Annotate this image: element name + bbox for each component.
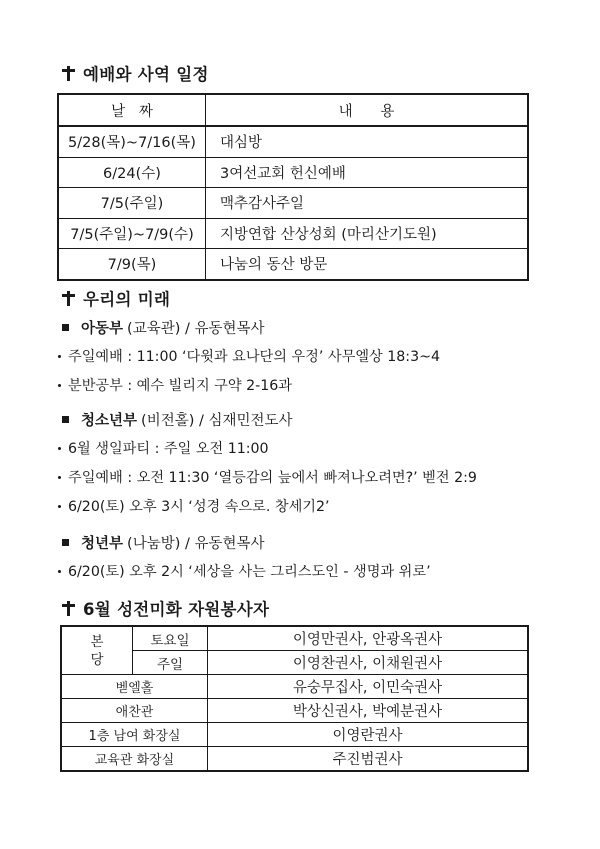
place-label: 1층 남여 화장실 — [61, 723, 208, 747]
dot-bullet-icon — [58, 447, 61, 450]
cross-icon — [62, 290, 75, 306]
group-heading-children — [60, 317, 265, 338]
volunteer-row — [61, 626, 528, 651]
cross-icon — [62, 600, 75, 616]
schedule-table — [57, 93, 529, 281]
schedule-row — [58, 188, 528, 219]
schedule-content: 3여선교회 헌신예배 — [206, 157, 529, 188]
place-label: 벧엘홀 — [61, 675, 208, 699]
schedule-content: 지방연합 산상성회 (마리산기도원) — [206, 218, 529, 249]
dot-bullet-icon — [58, 476, 61, 479]
group-detail: (비전홀) / 심재민전도사 — [141, 413, 293, 429]
schedule-row — [58, 126, 528, 157]
dot-bullet-icon — [58, 355, 61, 358]
list-item-text: 주일예배 : 오전 11:30 ‘열등감의 늪에서 빠져나오려면?’ 벧전 2:9 — [68, 470, 477, 486]
list-item-text: 6월 생일파티 : 주일 오전 11:00 — [68, 441, 269, 457]
schedule-date: 7/5(주일) — [58, 188, 206, 219]
volunteer-names: 유숭무집사, 이민숙권사 — [208, 675, 529, 699]
main-hall-label: 본 당 — [61, 626, 133, 675]
schedule-title-text: 예배와 사역 일정 — [83, 65, 209, 84]
group-detail: (나눔방) / 유동현목사 — [127, 536, 265, 552]
dot-bullet-icon — [58, 570, 61, 573]
schedule-row — [58, 218, 528, 249]
volunteer-names: 이영란권사 — [208, 723, 529, 747]
group-heading-youth — [60, 409, 293, 430]
dot-bullet-icon — [58, 384, 61, 387]
group-detail: (교육관) / 유동현목사 — [127, 321, 265, 337]
volunteers-table — [60, 625, 529, 772]
schedule-content: 나눔의 동산 방문 — [206, 249, 529, 280]
list-item — [57, 375, 292, 395]
schedule-row — [58, 249, 528, 280]
volunteer-row — [61, 699, 528, 723]
future-section-title — [62, 286, 170, 310]
volunteer-names: 이영찬권사, 이채원권사 — [208, 651, 529, 675]
list-item — [57, 438, 269, 458]
place-label: 애찬관 — [61, 699, 208, 723]
volunteer-names: 이영만권사, 안광옥권사 — [208, 626, 529, 651]
list-item-text: 주일예배 : 11:00 ‘다윗과 요나단의 우정’ 사무엘상 18:3~4 — [68, 349, 441, 365]
group-name: 청소년부 — [81, 413, 138, 429]
square-bullet-icon — [62, 324, 69, 331]
list-item-text: 분반공부 : 예수 빌리지 구약 2-16과 — [68, 378, 292, 394]
schedule-date: 7/5(주일)~7/9(수) — [58, 218, 206, 249]
volunteer-row — [61, 675, 528, 699]
volunteers-section-title — [62, 596, 269, 620]
list-item-text: 6/20(토) 오후 3시 ‘성경 속으로. 창세기2’ — [68, 499, 330, 515]
future-title-text: 우리의 미래 — [83, 290, 171, 309]
square-bullet-icon — [62, 416, 69, 423]
group-name: 청년부 — [81, 536, 124, 552]
list-item-text: 6/20(토) 오후 2시 ‘세상을 사는 그리스도인 - 생명과 위로’ — [68, 564, 431, 580]
square-bullet-icon — [62, 539, 69, 546]
volunteer-row — [61, 747, 528, 772]
list-item — [57, 561, 431, 581]
schedule-section-title — [62, 61, 209, 85]
list-item — [57, 496, 330, 516]
schedule-row — [58, 157, 528, 188]
group-heading-young-adults — [60, 532, 265, 553]
volunteer-names: 주진범권사 — [208, 747, 529, 772]
volunteer-row — [61, 723, 528, 747]
cross-icon — [62, 65, 75, 81]
place-label: 교육관 화장실 — [61, 747, 208, 772]
list-item — [57, 467, 477, 487]
schedule-header-content: 내 용 — [206, 94, 529, 126]
dot-bullet-icon — [58, 505, 61, 508]
volunteer-names: 박상신권사, 박예분권사 — [208, 699, 529, 723]
day-label: 토요일 — [133, 626, 208, 651]
schedule-content: 대심방 — [206, 126, 529, 157]
schedule-date: 5/28(목)~7/16(목) — [58, 126, 206, 157]
list-item — [57, 346, 440, 366]
volunteers-title-text: 6월 성전미화 자원봉사자 — [83, 600, 270, 619]
schedule-header-date: 날 짜 — [58, 94, 206, 126]
schedule-date: 7/9(목) — [58, 249, 206, 280]
group-name: 아동부 — [81, 321, 124, 337]
day-label: 주일 — [133, 651, 208, 675]
schedule-date: 6/24(수) — [58, 157, 206, 188]
schedule-header-row — [58, 94, 528, 126]
schedule-content: 맥추감사주일 — [206, 188, 529, 219]
